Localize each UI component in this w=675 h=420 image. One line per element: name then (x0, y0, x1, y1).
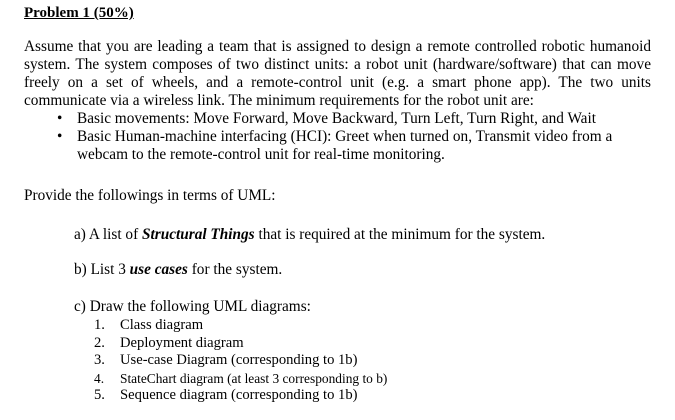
requirement-item-hci (24, 128, 651, 164)
diagram-item-use-case (94, 352, 387, 370)
diagram-text: StateChart diagram (at least 3 corresponding to b) (120, 370, 388, 386)
requirement-text: Basic movements: Move Forward, Move Backward, Turn Left, Turn Right, and Wait (77, 110, 596, 127)
question-b-prefix: b) List 3 (74, 261, 130, 278)
requirement-item-movements (24, 110, 651, 128)
bullet-icon: • (57, 110, 63, 127)
question-a-prefix: a) A list of (74, 226, 142, 243)
list-number: 3. (94, 352, 105, 368)
diagram-list (94, 317, 387, 405)
diagram-text: Class diagram (120, 317, 204, 333)
bullet-icon: • (57, 128, 63, 145)
list-number: 4. (94, 370, 105, 386)
provide-instruction: Provide the followings in terms of UML: (24, 187, 276, 204)
diagram-text: Deployment diagram (120, 334, 244, 351)
question-b-suffix: for the system. (187, 261, 283, 278)
problem-intro-paragraph: Assume that you are leading a team that is assigned to design a remote controlled robotic humanoid system. The system composes of two distinct units: a robot unit (hardware/software) that can move freely on a set of wheels, and a remote-control unit (e.g. a smart phone app). The two units communicate via a wireless link. The minimum requirements for the robot unit are: (24, 38, 651, 109)
diagram-text: Sequence diagram (corresponding to 1b) (120, 387, 358, 403)
question-c: c) Draw the following UML diagrams: (74, 298, 311, 315)
question-a-suffix: that is required at the minimum for the system. (254, 226, 546, 243)
problem-heading: Problem 1 (50%) (24, 5, 134, 21)
diagram-item-deployment (94, 335, 387, 353)
list-number: 5. (94, 387, 105, 403)
list-number: 2. (94, 334, 105, 351)
list-number: 1. (94, 317, 105, 333)
diagram-item-sequence (94, 387, 387, 405)
diagram-item-statechart (94, 370, 387, 388)
question-b (74, 261, 282, 279)
question-b-emphasis: use cases (129, 261, 188, 278)
requirement-text: Basic Human-machine interfacing (HCI): Greet when turned on, Transmit video from a webcam to the remote-control unit for real-time monitoring. (77, 128, 613, 163)
diagram-text: Use-case Diagram (corresponding to 1b) (120, 352, 358, 368)
diagram-item-class (94, 317, 387, 335)
question-a (74, 226, 545, 244)
requirements-list (24, 110, 651, 164)
question-a-emphasis: Structural Things (141, 226, 255, 243)
